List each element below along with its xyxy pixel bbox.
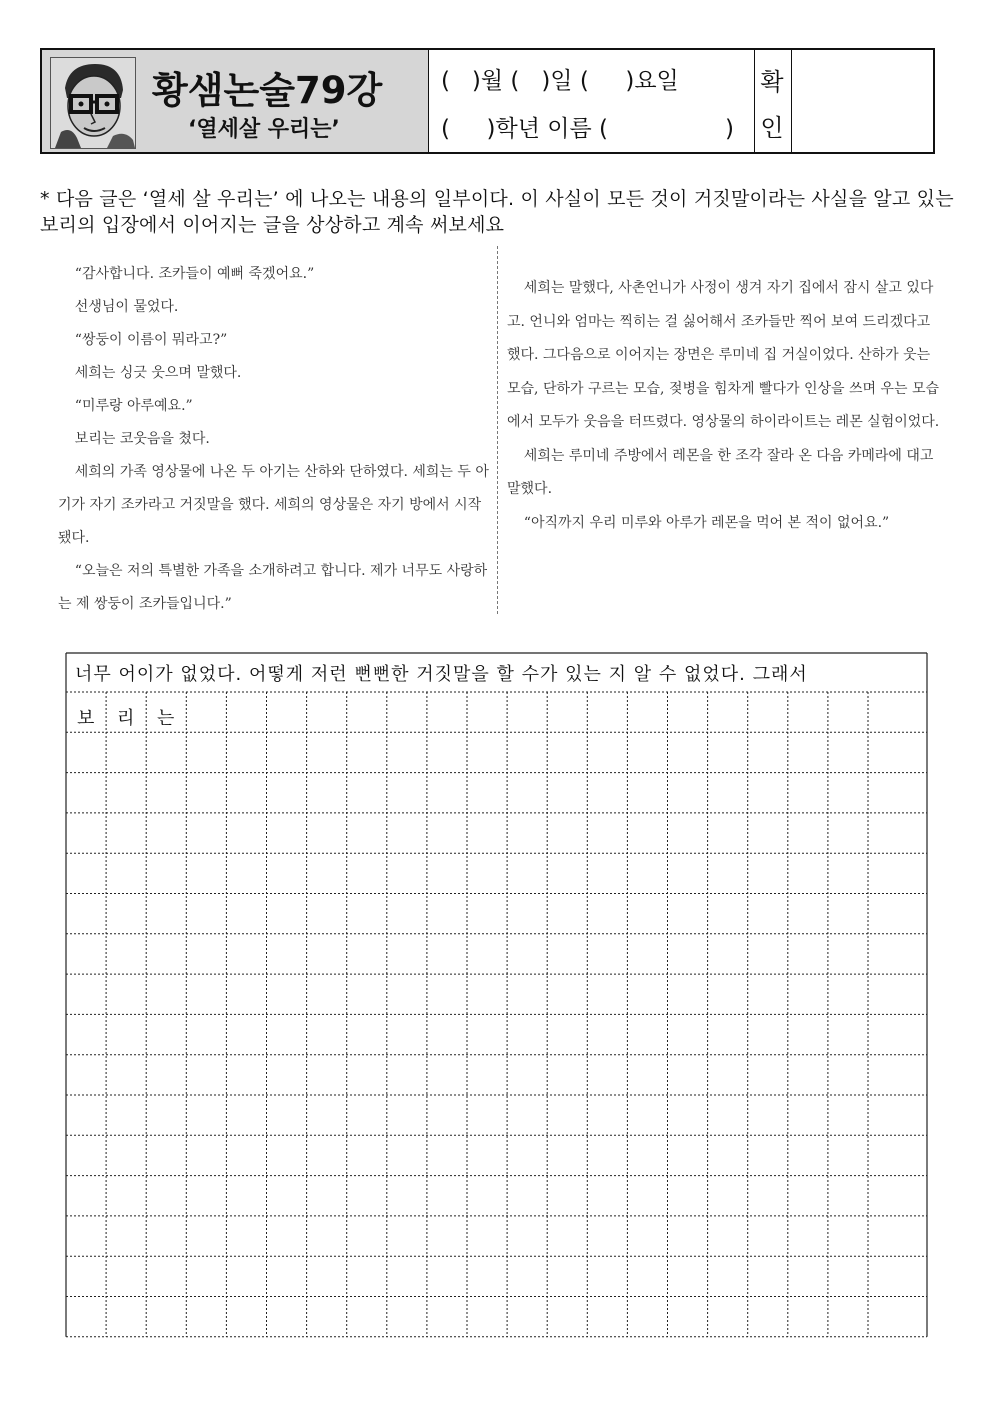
passage-paragraph: 세희의 가족 영상물에 나온 두 아기는 산하와 단하였다. 세희는 두 아기가 자기 조카라고 거짓말을 했다. 세희의 영상물은 자기 방에서 시작됐다. [58, 464, 489, 546]
date-fill-line[interactable]: ( )월 ( )일 ( )요일 [441, 68, 679, 94]
passage-paragraph: 선생님이 물었다. [74, 299, 179, 315]
passage-paragraph: 세희는 말했다, 사촌언니가 사정이 생겨 자기 집에서 잠시 살고 있다고. 언니와 엄마는 찍히는 걸 싫어해서 조카들만 찍어 보여 드리겠다고 했다. 그다음으로 이어지는 장면은 루미네 집 거실이었다. 산하가 웃는 모습, 단하가 구르는 모습, 젖병을 힘차게 빨다가 인상을 쓰며 우는 모습에서 모두가 웃음을 터뜨렸다. 영상물의 하이라이트는 레몬 실험이었다. [507, 280, 940, 430]
teacher-portrait-illustration [50, 57, 136, 149]
column-divider [497, 246, 498, 614]
writing-first-line: 너무 어이가 없었다. 어떻게 저런 뻔뻔한 거짓말을 할 수가 있는 지 알 수 없었다. 그래서 [75, 664, 808, 685]
worksheet-subtitle: ‘열세살 우리는’ [188, 117, 340, 142]
worksheet-title: 황샘논술79강 [152, 69, 383, 112]
check-label-top: 확 [760, 68, 784, 96]
date-name-cell [429, 50, 755, 152]
passage-paragraph: “아직까지 우리 미루와 아루가 레몬을 먹어 본 적이 없어요.” [523, 514, 890, 531]
check-cell [755, 50, 792, 152]
writing-grid[interactable] [65, 652, 929, 1342]
passage-paragraph: 세희는 루미네 주방에서 레몬을 한 조각 잘라 온 다음 카메라에 대고 말했다. [507, 447, 934, 497]
worksheet-header [40, 48, 935, 154]
instruction-text: * 다음 글은 ‘열세 살 우리는’ 에 나오는 내용의 일부이다. 이 사실이 모든 것이 거짓말이라는 사실을 알고 있는 보리의 입장에서 이어지는 글을 상상하고 계속 써보세요 [40, 188, 954, 236]
grid-character: 리 [117, 708, 135, 729]
passage-paragraph: “감사합니다. 조카들이 예뻐 죽겠어요.” [74, 266, 315, 282]
passage-paragraph: “오늘은 저의 특별한 가족을 소개하려고 합니다. 제가 너무도 사랑하는 제 쌍둥이 조카들입니다.” [58, 563, 488, 612]
title-cell [42, 50, 429, 152]
passage-paragraph: “쌍둥이 이름이 뭐라고?” [74, 332, 228, 348]
check-label-bottom: 인 [760, 114, 784, 142]
grid-character: 는 [157, 708, 175, 729]
passage-paragraph: 보리는 코웃음을 쳤다. [74, 431, 210, 447]
grid-character: 보 [77, 708, 95, 729]
passage-right-column [507, 272, 945, 540]
check-signature-box[interactable] [792, 50, 933, 152]
passage-left-column [58, 258, 490, 621]
passage-paragraph: 세희는 싱긋 웃으며 말했다. [74, 365, 242, 381]
grade-name-fill-line[interactable]: ( )학년 이름 ( ) [441, 116, 734, 142]
passage-paragraph: “미루랑 아루예요.” [74, 398, 193, 414]
